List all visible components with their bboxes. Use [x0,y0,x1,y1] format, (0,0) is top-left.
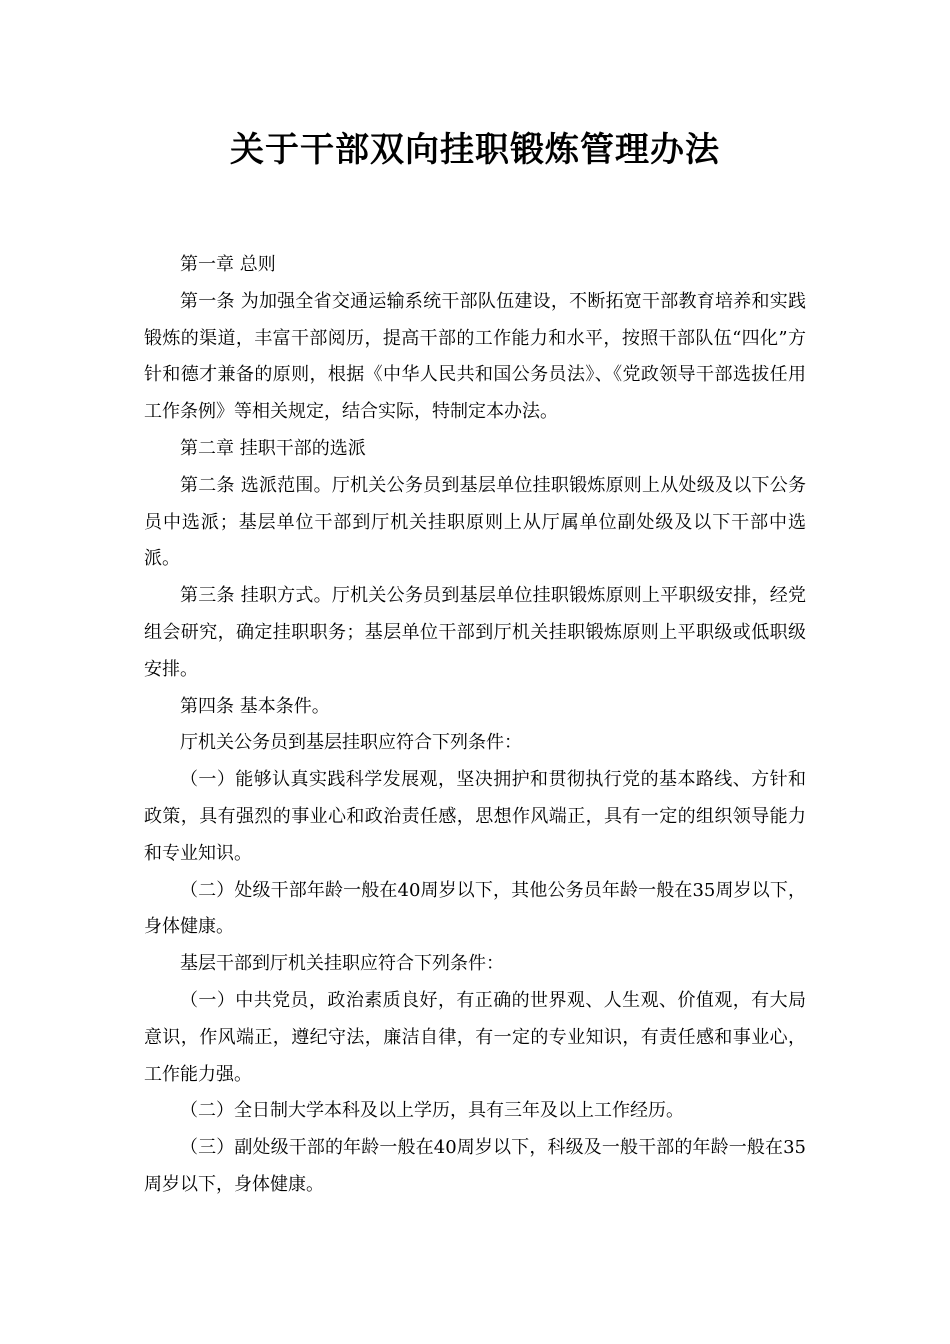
condition-item: （一）中共党员，政治素质良好，有正确的世界观、人生观、价值观，有大局意识，作风端正，遵纪守法，廉洁自律，有一定的专业知识，有责任感和事业心，工作能力强。 [144,989,806,1085]
condition-item: （二）全日制大学本科及以上学历，具有三年及以上工作经历。 [180,1100,684,1122]
chapter-heading: 第一章 总则 [180,254,276,275]
condition-intro: 基层干部到厅机关挂职应符合下列条件： [180,953,504,975]
article-paragraph: 第四条 基本条件。 [180,695,330,717]
document-title: 关于干部双向挂职锻炼管理办法 [230,130,720,170]
document-body [144,247,806,1204]
condition-intro: 厅机关公务员到基层挂职应符合下列条件： [180,732,522,754]
article-paragraph: 第三条 挂职方式。厅机关公务员到基层单位挂职锻炼原则上平职级安排，经党组会研究，确定挂职职务；基层单位干部到厅机关挂职锻炼原则上平职级或低职级安排。 [144,585,806,680]
condition-item: （一）能够认真实践科学发展观，坚决拥护和贯彻执行党的基本路线、方针和政策，具有强烈的事业心和政治责任感，思想作风端正，具有一定的组织领导能力和专业知识。 [144,769,806,864]
condition-item: （二）处级干部年龄一般在40周岁以下，其他公务员年龄一般在35周岁以下，身体健康。 [144,879,806,938]
condition-item: （三）副处级干部的年龄一般在40周岁以下，科级及一般干部的年龄一般在35周岁以下，身体健康。 [144,1137,806,1195]
chapter-heading: 第二章 挂职干部的选派 [180,437,366,459]
article-paragraph: 第一条 为加强全省交通运输系统干部队伍建设，不断拓宽干部教育培养和实践锻炼的渠道，丰富干部阅历，提高干部的工作能力和水平，按照干部队伍“四化”方针和德才兼备的原则，根据《中华人民共和国公务员法》、《党政领导干部选拔任用工作条例》等相关规定，结合实际，特制定本办法。 [144,290,806,423]
article-paragraph: 第二条 选派范围。厅机关公务员到基层单位挂职锻炼原则上从处级及以下公务员中选派；基层单位干部到厅机关挂职原则上从厅属单位副处级及以下干部中选派。 [144,474,806,570]
